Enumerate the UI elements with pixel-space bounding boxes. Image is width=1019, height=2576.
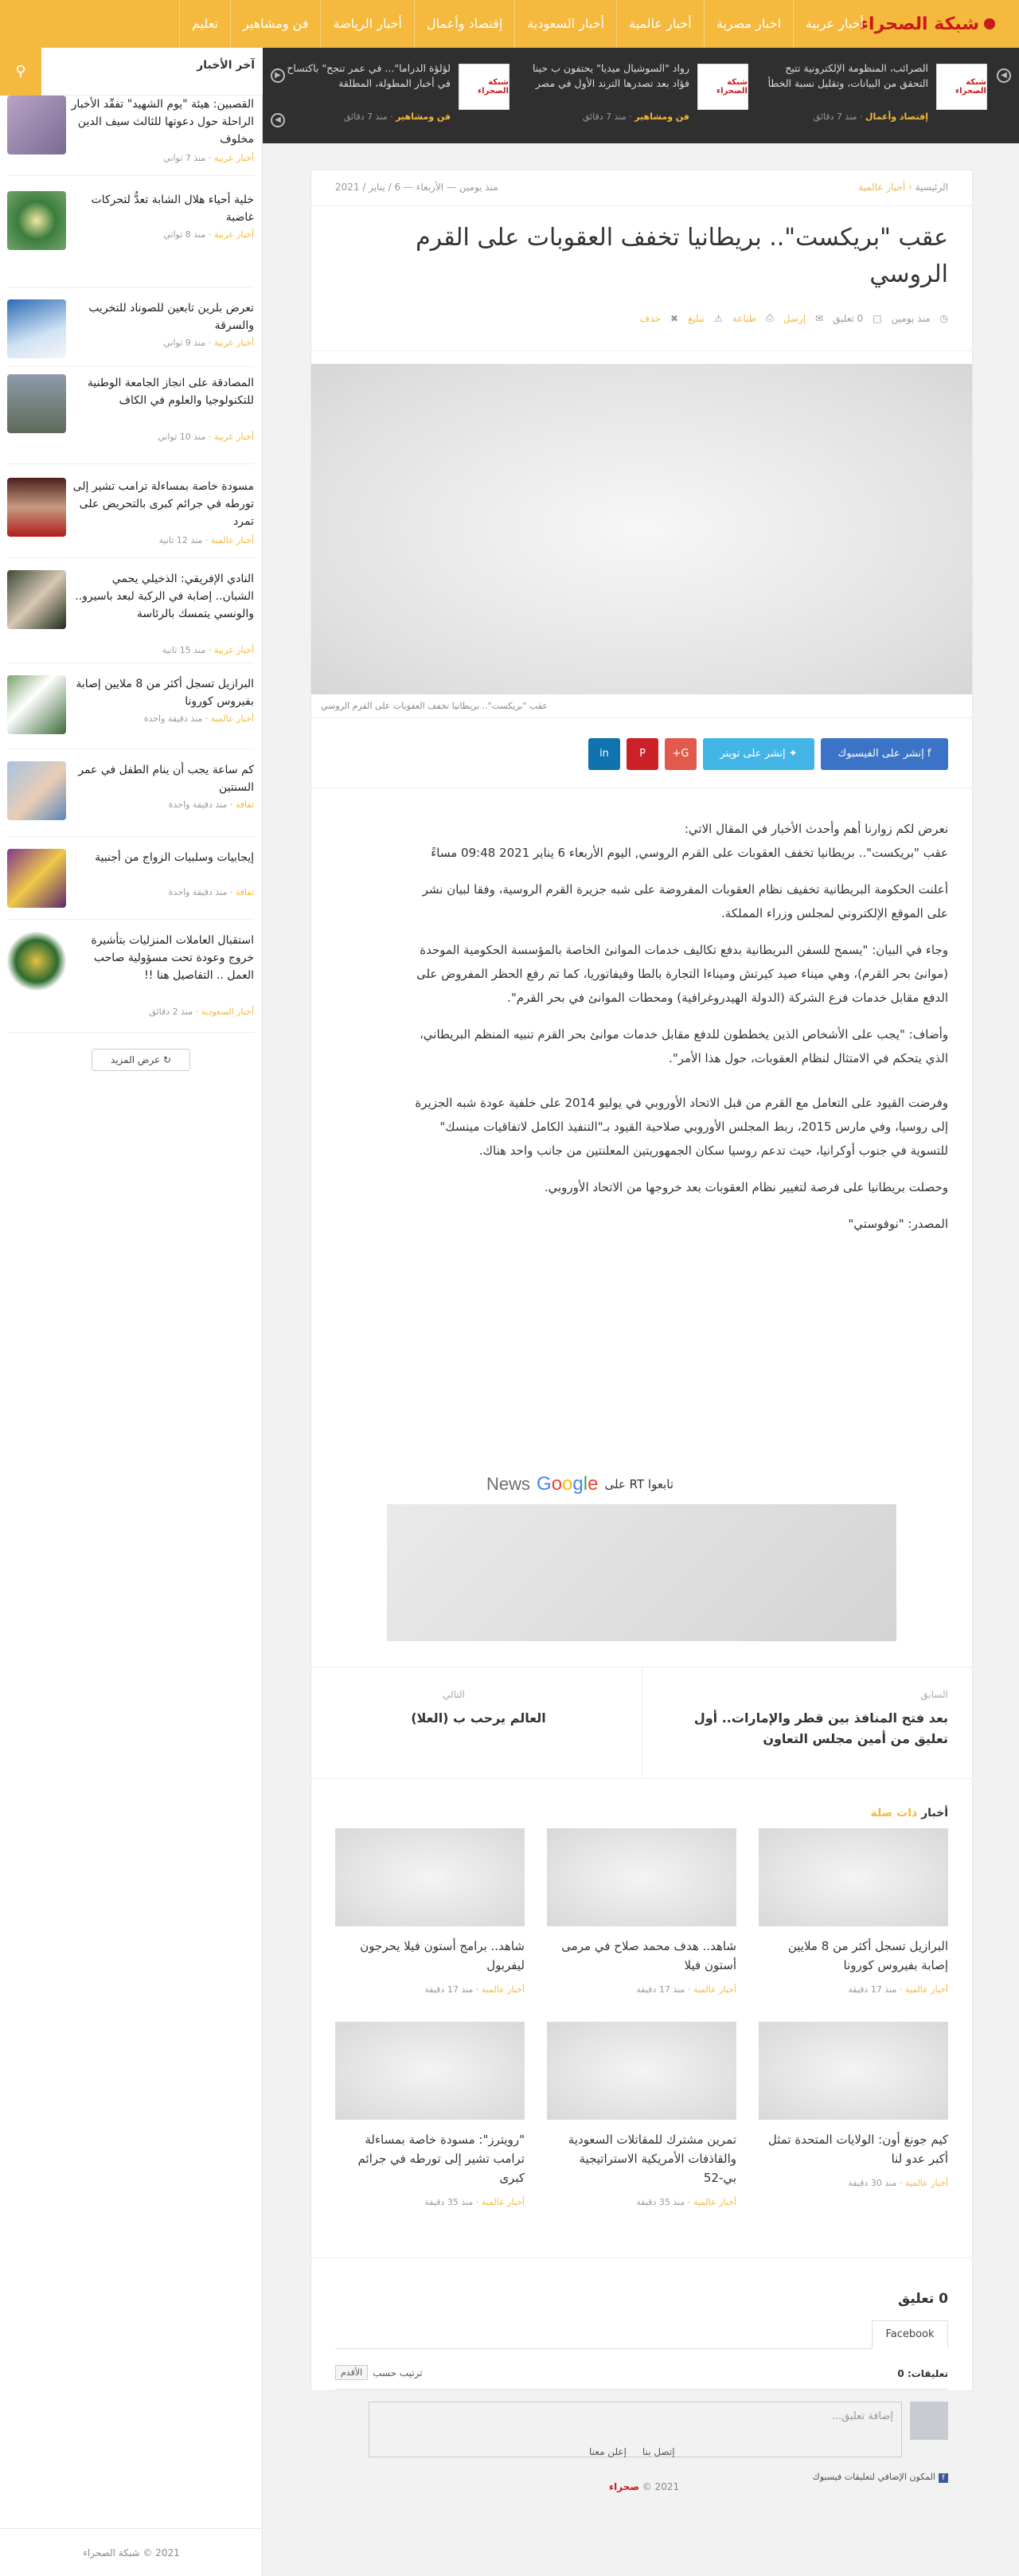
- news-meta: ثقافة · منذ دقيقة واحدة: [168, 887, 254, 897]
- publish-date: منذ يومين — الأربعاء — 6 / يناير / 2021: [335, 182, 498, 193]
- news-thumbnail[interactable]: [7, 849, 66, 908]
- divider: [335, 2389, 948, 2390]
- share-linkedin-button[interactable]: in: [588, 738, 620, 770]
- divider: [7, 175, 254, 176]
- article-source: المصدر: "نوفوستي": [848, 1217, 948, 1231]
- sort-label: ترتيب حسب: [373, 2367, 423, 2379]
- ticker-meta: فن ومشاهير · منذ 7 دقائق: [582, 111, 689, 122]
- related-image[interactable]: [759, 2022, 948, 2120]
- google-news-word: News: [486, 1474, 531, 1494]
- divider: [7, 836, 254, 837]
- footer-contact-link[interactable]: إتصل بنا: [642, 2446, 675, 2457]
- mail-icon: ✉: [815, 312, 824, 324]
- facebook-tab[interactable]: Facebook: [872, 2320, 948, 2349]
- news-thumbnail[interactable]: [7, 478, 66, 537]
- sidebar-news-item[interactable]: [7, 96, 254, 183]
- news-title[interactable]: مسودة خاصة بمساءلة ترامب تشير إلى تورطه في جرائم كبرى بالتحريض على تمرد: [72, 480, 254, 528]
- related-title[interactable]: "رويترز": مسودة خاصة بمساءلة ترامب تشير إلى تورطه في جرائم كبرى: [357, 2132, 525, 2185]
- article-time: منذ يومين: [891, 312, 931, 324]
- share-buttons: [588, 738, 948, 770]
- news-title[interactable]: المصادقة على انجاز الجامعة الوطنية للتكنولوجيا والعلوم في الكاف: [87, 377, 254, 407]
- related-meta: أخبار عالمية · منذ 17 دقيقة: [848, 1984, 948, 1995]
- send-link[interactable]: إرسل: [783, 312, 806, 324]
- ticker-item[interactable]: [525, 61, 748, 132]
- top-nav-bar: [0, 0, 1019, 48]
- print-link[interactable]: طباعة: [732, 312, 757, 324]
- related-image[interactable]: [335, 1828, 525, 1926]
- sidebar-copyright: 2021 © شبكة الصحراء: [0, 2528, 263, 2576]
- divider: [335, 2348, 948, 2349]
- main-nav: [179, 0, 876, 48]
- facebook-icon: f: [939, 2473, 948, 2483]
- nav-item-sports[interactable]: أخبار الرياضة: [320, 0, 414, 48]
- refresh-icon: ↻: [163, 1054, 172, 1065]
- next-label: التالي: [443, 1689, 465, 1700]
- divider: [7, 463, 254, 464]
- close-icon: ✖: [670, 312, 678, 324]
- news-thumbnail[interactable]: [7, 374, 66, 433]
- news-title[interactable]: تعرض بلرين تابعين للصوناد للتخريب والسرقة: [88, 302, 254, 332]
- facebook-plugin-credit[interactable]: fالمكون الإضافي لتعليقات فيسبوك: [813, 2472, 948, 2483]
- related-image[interactable]: [547, 2022, 736, 2120]
- logo-mark: [984, 18, 995, 29]
- related-title[interactable]: البرازيل تسجل أكثر من 8 ملايين إصابة بفيروس كورونا: [787, 1939, 948, 1972]
- footer-copyright: 2021 © صحراء: [609, 2481, 680, 2492]
- sidebar-news-item[interactable]: [7, 675, 254, 763]
- share-facebook-button[interactable]: f إنشر على الفيسبوك: [821, 738, 948, 770]
- news-meta: أخبار السعودية · منذ 2 دقائق: [149, 1007, 254, 1017]
- divider: [311, 2257, 972, 2258]
- related-title[interactable]: شاهد.. هدف محمد صلاح في مرمى أستون فيلا: [561, 1939, 736, 1972]
- news-thumbnail[interactable]: [7, 761, 66, 820]
- news-meta: أخبار عالمية · منذ دقيقة واحدة: [143, 713, 254, 724]
- news-meta: أخبار عربية · منذ 10 ثواني: [158, 432, 254, 442]
- article-meta-row: [640, 312, 948, 324]
- article-paragraph: وأضاف: "يجب على الأشخاص الذين يخططون للدفع مقابل خدمات موانئ بحر القرم تنبيه المنظم البريطاني، الذي يتحكم في الامتثال لنظام العقوبات، حول هذا الأمر".: [419, 1027, 948, 1065]
- ad-banner[interactable]: [387, 1504, 896, 1641]
- article-title: عقب "بريكست".. بريطانيا تخفف العقوبات على القرم الروسي: [416, 224, 948, 288]
- nav-item-education[interactable]: تعليم: [179, 0, 230, 48]
- avatar: [910, 2402, 948, 2440]
- news-meta: أخبار عربية · منذ 9 ثواني: [163, 338, 254, 348]
- ticker-title[interactable]: لؤلؤة الدراما"... في عمر تنجح" باكتساح في أخبار المطولة، المطلقة: [287, 62, 451, 89]
- article-paragraph: وجاء في البيان: "يسمح للسفن البريطانية بدفع تكاليف خدمات الموانئ الخاصة بالمؤسسة الحكومية الموحدة (موانئ بحر القرم)، وهي ميناء صيد كيرتش وميناءا التجارة بالطا وفيفاتوريا، كما تم رفع الحظر المفروض على الدفع مقابل خدمات فرع الشركة (الدولة الهيدروغرافية) ومحطات الموانئ في بحر القرم".: [416, 943, 948, 1005]
- related-image[interactable]: [547, 1828, 736, 1926]
- facebook-icon: f: [923, 748, 931, 760]
- related-card[interactable]: [335, 1828, 525, 2027]
- ticker-thumb: شبكة الصحراء: [697, 64, 748, 110]
- related-title[interactable]: كيم جونغ أون: الولايات المتحدة تمثل أكبر عدو لنا: [767, 2132, 948, 2166]
- breadcrumb-category[interactable]: أخبار عالمية: [858, 182, 906, 193]
- ticker-meta: إقتصاد وأعمال · منذ 7 دقائق: [813, 111, 928, 122]
- sort-select[interactable]: الأقدم: [335, 2365, 368, 2380]
- ticker-item[interactable]: [764, 61, 987, 132]
- footer-brand: صحراء: [609, 2481, 639, 2492]
- share-twitter-button[interactable]: ✦ إنشر على تويتر: [703, 738, 814, 770]
- divider: [311, 1778, 972, 1779]
- news-title[interactable]: كم ساعة يجب أن ينام الطفل في عمر السنتين: [78, 764, 254, 794]
- news-thumbnail[interactable]: [7, 932, 66, 991]
- sidebar-news-item[interactable]: [7, 191, 254, 279]
- divider: [7, 1032, 254, 1033]
- nav-item-celebs[interactable]: فن ومشاهير: [230, 0, 320, 48]
- related-title[interactable]: شاهد.. برامج أستون فيلا يحرجون ليفربول: [360, 1939, 525, 1972]
- ticker-meta: فن ومشاهير · منذ 7 دقائق: [343, 111, 451, 122]
- related-image[interactable]: [335, 2022, 525, 2120]
- print-icon: ⎙: [766, 312, 774, 323]
- image-caption: عقب "بريكست".. بريطانيا تخفف العقوبات على القرم الروسي: [311, 694, 972, 718]
- ticker-prev-icon[interactable]: ◀: [997, 68, 1011, 83]
- ticker-title[interactable]: الصرائب، المنظومة الإلكترونية تتيح التحقق من البيانات، وتقليل نسبة الخطأ: [767, 62, 928, 89]
- related-card[interactable]: [759, 1828, 948, 2027]
- search-icon[interactable]: ⚲: [0, 48, 41, 96]
- share-gplus-button[interactable]: G+: [665, 738, 697, 770]
- related-title[interactable]: تمرين مشترك للمقاتلات السعودية والقاذفات الأمريكية الاستراتيجية بي-52: [568, 2132, 736, 2185]
- article-body: [399, 817, 948, 1249]
- related-card[interactable]: [547, 2022, 736, 2221]
- show-more-button[interactable]: ↻ عرض المزيد: [92, 1049, 190, 1071]
- warning-icon: ⚠: [713, 312, 723, 324]
- article-paragraph: أعلنت الحكومة البريطانية تخفيف نظام العقوبات المفروضة على شبه جزيرة القرم الروسية، وفقا لبيان نشر على الموقع الإلكتروني لمجلس وزراء المملكة.: [422, 882, 948, 921]
- news-meta: أخبار عربية · منذ 7 ثواني: [163, 153, 254, 163]
- nav-item-arab[interactable]: أخبار عربية: [793, 0, 876, 48]
- comment-count: تعليقات: 0: [897, 2368, 948, 2379]
- comments-heading: 0 تعليق: [898, 2291, 948, 2307]
- divider: [7, 366, 254, 367]
- ticker-thumb: شبكة الصحراء: [936, 64, 987, 110]
- news-meta: أخبار عربية · منذ 8 ثواني: [163, 229, 254, 240]
- ticker-title[interactable]: رواد "السوشيال ميديا" يحتفون ب حينا فؤاد بعد تصدرها الترند الأول في مصر: [533, 62, 689, 89]
- next-article-link[interactable]: [311, 1667, 642, 1778]
- related-meta: أخبار عالمية · منذ 35 دقيقة: [636, 2197, 736, 2207]
- facebook-comments-widget: [335, 2320, 948, 2527]
- footer-links: [589, 2446, 675, 2457]
- comments-count[interactable]: 0 تعليق: [833, 312, 864, 324]
- sidebar-news-item[interactable]: [7, 570, 254, 658]
- clock-icon: ◷: [939, 312, 948, 324]
- news-title[interactable]: استقبال العاملات المنزليات بتأشيرة خروج وعودة تحت مسؤولية صاحب العمل .. التفاصيل هنا !!: [91, 934, 254, 982]
- article-paragraph: وفرضت القيود على التعامل مع القرم من قبل الاتحاد الأوروبي في يوليو 2014 على خلفية عودة شبه الجزيرة إلى روسيا، وفي مارس 2015، ربط المجلس الأوروبي صلاحية القيود بـ"التنفيذ الكامل لاتفاقيات مينسك" للتسوية في جنوب أوكرانيا، حيث تدعم روسيا سكان الجمهوريتين المعلنتين من جانب واحد هناك.: [415, 1096, 948, 1158]
- next-title[interactable]: العالم يرحب ب (العلا): [411, 1710, 546, 1726]
- sidebar-news-item[interactable]: [7, 849, 254, 936]
- nav-item-egypt[interactable]: اخبار مصرية: [704, 0, 793, 48]
- news-thumbnail[interactable]: [7, 675, 66, 734]
- divider: [311, 205, 972, 206]
- article-paragraph: نعرض لكم زوارنا أهم وأحدث الأخبار في المقال الاتي: عقب "بريكست".. بريطانيا تخفف العقوبات على القرم الروسي, اليوم الأربعاء 6 يناير 2021 09:48 مساءً: [431, 822, 948, 860]
- sidebar-news-item[interactable]: [7, 932, 254, 1019]
- divider: [7, 919, 254, 920]
- breadcrumb: [858, 182, 948, 193]
- ticker-thumb: شبكة الصحراء: [459, 64, 510, 110]
- related-meta: أخبار عالمية · منذ 17 دقيقة: [424, 1984, 525, 1995]
- related-image[interactable]: [759, 1828, 948, 1926]
- news-thumbnail[interactable]: [7, 191, 66, 250]
- sidebar-header: [0, 48, 263, 96]
- nav-item-saudi[interactable]: أخبار السعودية: [514, 0, 616, 48]
- divider: [7, 557, 254, 558]
- news-title[interactable]: القصبين: هيئة "يوم الشهيد" تفقّد الأخبار الراحلة حول دعوتها للثالث سيف الدين مخلوف: [71, 98, 254, 146]
- nav-item-world[interactable]: أخبار عالمية: [616, 0, 704, 48]
- remove-link[interactable]: حذف: [639, 312, 661, 324]
- news-title[interactable]: النادي الإفريقي: الذخيلي يحمي الشبان.. إصابة في الركبة لبعد باسيرو.. والونسي يتمسك بالرئاسة: [75, 573, 254, 620]
- share-pinterest-button[interactable]: P: [627, 738, 658, 770]
- divider: [311, 350, 972, 351]
- site-logo[interactable]: [860, 11, 995, 37]
- breadcrumb-separator-icon: ›: [905, 182, 912, 193]
- news-thumbnail[interactable]: [7, 299, 66, 358]
- related-meta: أخبار عالمية · منذ 17 دقيقة: [636, 1984, 736, 1995]
- prev-title[interactable]: بعد فتح المنافذ بين قطر والإمارات.. أول تعليق من أمين مجلس التعاون: [693, 1710, 948, 1746]
- comment-input[interactable]: إضافة تعليق...: [369, 2402, 902, 2457]
- related-meta: أخبار عالمية · منذ 35 دقيقة: [424, 2197, 525, 2207]
- follow-label: تابعوا RT على: [604, 1477, 673, 1491]
- news-meta: أخبار عالمية · منذ 12 ثانية: [158, 535, 254, 545]
- article-hero-image: [311, 364, 972, 694]
- news-meta: أخبار عربية · منذ 15 ثانية: [162, 645, 254, 655]
- news-thumbnail[interactable]: [7, 570, 66, 629]
- news-title[interactable]: إيجابيات وسلبيات الزواج من أجنبية: [95, 851, 254, 864]
- comment-sort: [335, 2365, 423, 2380]
- news-meta: ثقافة · منذ دقيقة واحدة: [168, 799, 254, 810]
- footer-advertise-link[interactable]: إعلن معنا: [589, 2446, 627, 2457]
- news-thumbnail[interactable]: [7, 96, 66, 154]
- ticker-next-icon[interactable]: ▶: [271, 68, 285, 83]
- news-ticker: [263, 48, 1019, 143]
- sidebar-title: آخر الأخبار: [197, 59, 255, 72]
- related-card[interactable]: [759, 2022, 948, 2221]
- ticker-right-icon[interactable]: ◀: [271, 113, 285, 127]
- latest-news-sidebar: [0, 48, 263, 2576]
- breadcrumb-home[interactable]: الرئيسية: [915, 182, 948, 193]
- news-title[interactable]: خلية أحياء هلال الشابة تعدُّ لتحركات غاضبة: [91, 193, 254, 224]
- related-meta: أخبار عالمية · منذ 30 دقيقة: [848, 2178, 948, 2188]
- logo-text: شبكة الصحراء: [859, 14, 979, 34]
- sidebar-news-item[interactable]: [7, 478, 254, 565]
- previous-article-link[interactable]: [642, 1667, 972, 1778]
- google-news-logo[interactable]: Google: [537, 1473, 599, 1495]
- ticker-item[interactable]: [287, 61, 510, 132]
- report-link[interactable]: تبليغ: [688, 312, 705, 324]
- article-paragraph: وحصلت بريطانيا على فرصة لتغيير نظام العقوبات بعد خروجها من الاتحاد الأوروبي.: [544, 1180, 948, 1194]
- nav-item-economy[interactable]: إقتصاد وأعمال: [414, 0, 514, 48]
- sidebar-news-item[interactable]: [7, 374, 254, 462]
- prev-label: السابق: [920, 1689, 948, 1700]
- related-card[interactable]: [547, 1828, 736, 2027]
- related-heading: أخبار ذات صلة: [870, 1807, 948, 1820]
- related-card[interactable]: [335, 2022, 525, 2221]
- google-news-follow[interactable]: [486, 1473, 673, 1495]
- comment-icon: □: [873, 312, 882, 324]
- news-title[interactable]: البرازيل تسجل أكثر من 8 ملايين إصابة بفيروس كورونا: [76, 678, 254, 708]
- twitter-icon: ✦: [785, 748, 798, 760]
